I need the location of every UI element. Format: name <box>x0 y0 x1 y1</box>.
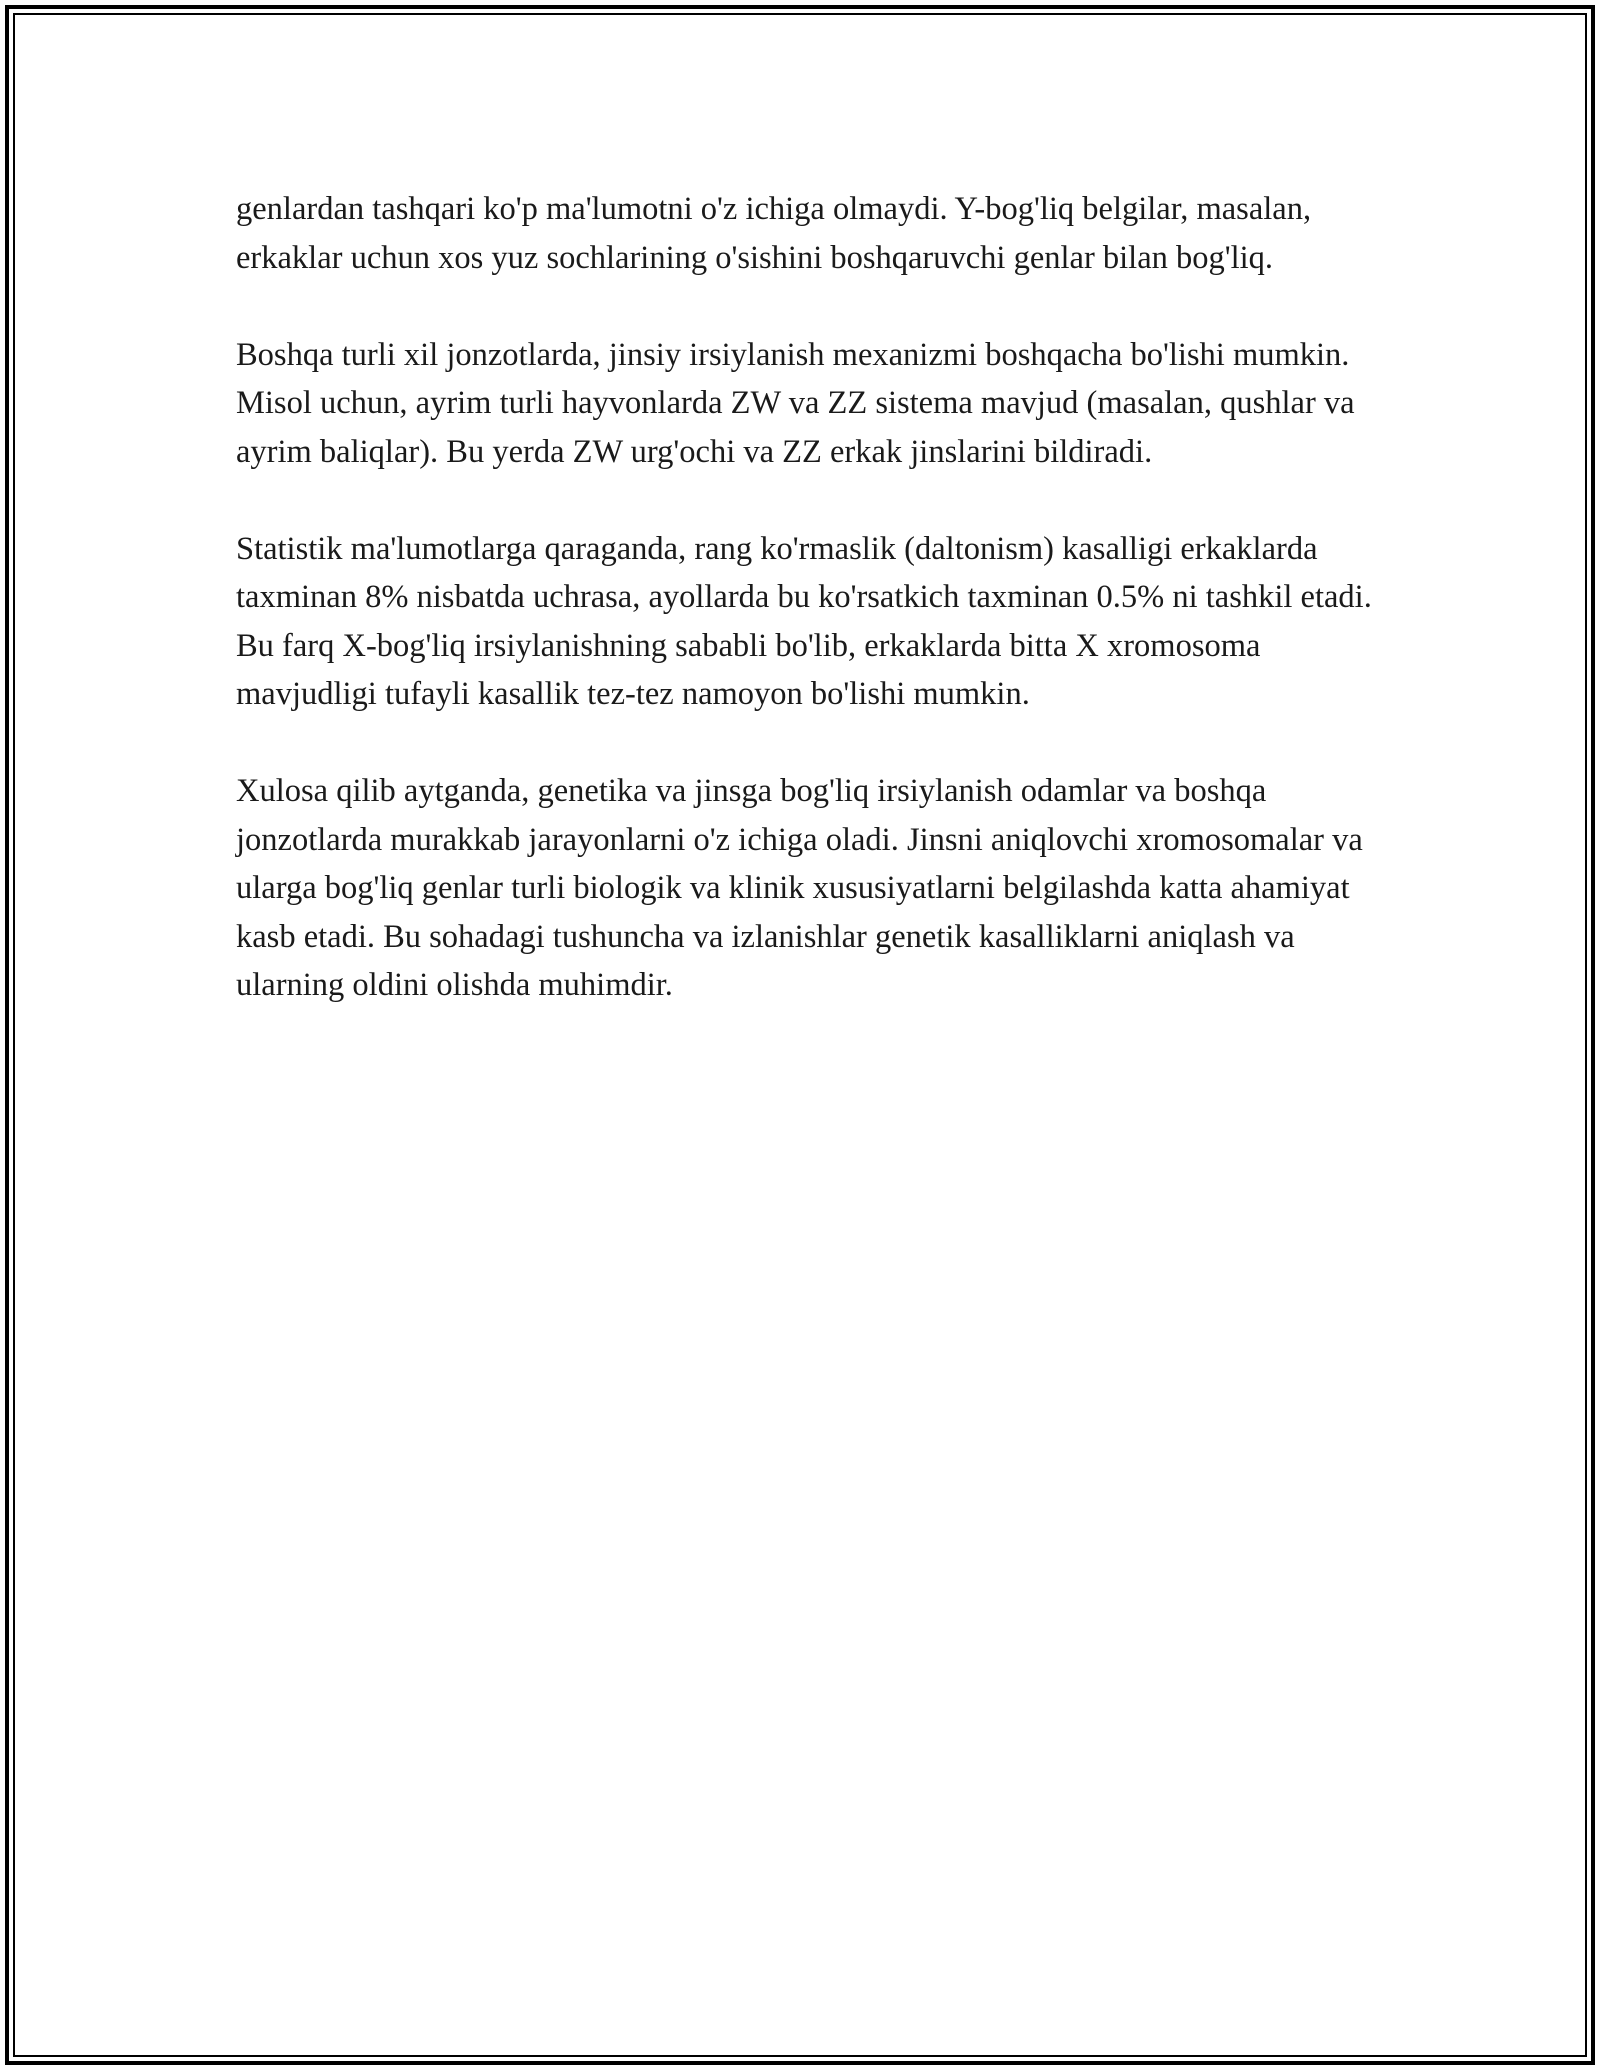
document-body <box>236 185 1381 1058</box>
paragraph-color-blindness-statistics: Statistik ma'lumotlarga qaraganda, rang ko'rmaslik (daltonism) kasalligi erkaklarda taxminan 8% nisbatda uchrasa, ayollarda bu ko'rsatkich taxminan 0.5% ni tashkil etadi. Bu farq X-bog'liq irsiylanishning sababli bo'lib, erkaklarda bitta X xromosoma mavjudligi tufayli kasallik tez-tez namoyon bo'lishi mumkin. <box>236 530 1372 712</box>
paragraph-conclusion: Xulosa qilib aytganda, genetika va jinsga bog'liq irsiylanish odamlar va boshqa jonzotlarda murakkab jarayonlarni o'z ichiga oladi. Jinsni aniqlovchi xromosomalar va ularga bog'liq genlar turli biologik va klinik xususiyatlarni belgilashda katta ahamiyat kasb etadi. Bu sohadagi tushuncha va izlanishlar genetik kasalliklarni aniqlash va ularning oldini olishda muhimdir. <box>236 773 1363 1003</box>
paragraph-zw-system: Boshqa turli xil jonzotlarda, jinsiy irsiylanish mexanizmi boshqacha bo'lishi mumkin. Misol uchun, ayrim turli hayvonlarda ZW va ZZ sistema mavjud (masalan, qushlar va ayrim baliqlar). Bu yerda ZW urg'ochi va ZZ erkak jinslarini bildiradi. <box>236 336 1355 470</box>
paragraph-y-linked-traits: genlardan tashqari ko'p ma'lumotni o'z ichiga olmaydi. Y-bog'liq belgilar, masalan, erkaklar uchun xos yuz sochlarining o'sishini boshqaruvchi genlar bilan bog'liq. <box>236 191 1312 276</box>
